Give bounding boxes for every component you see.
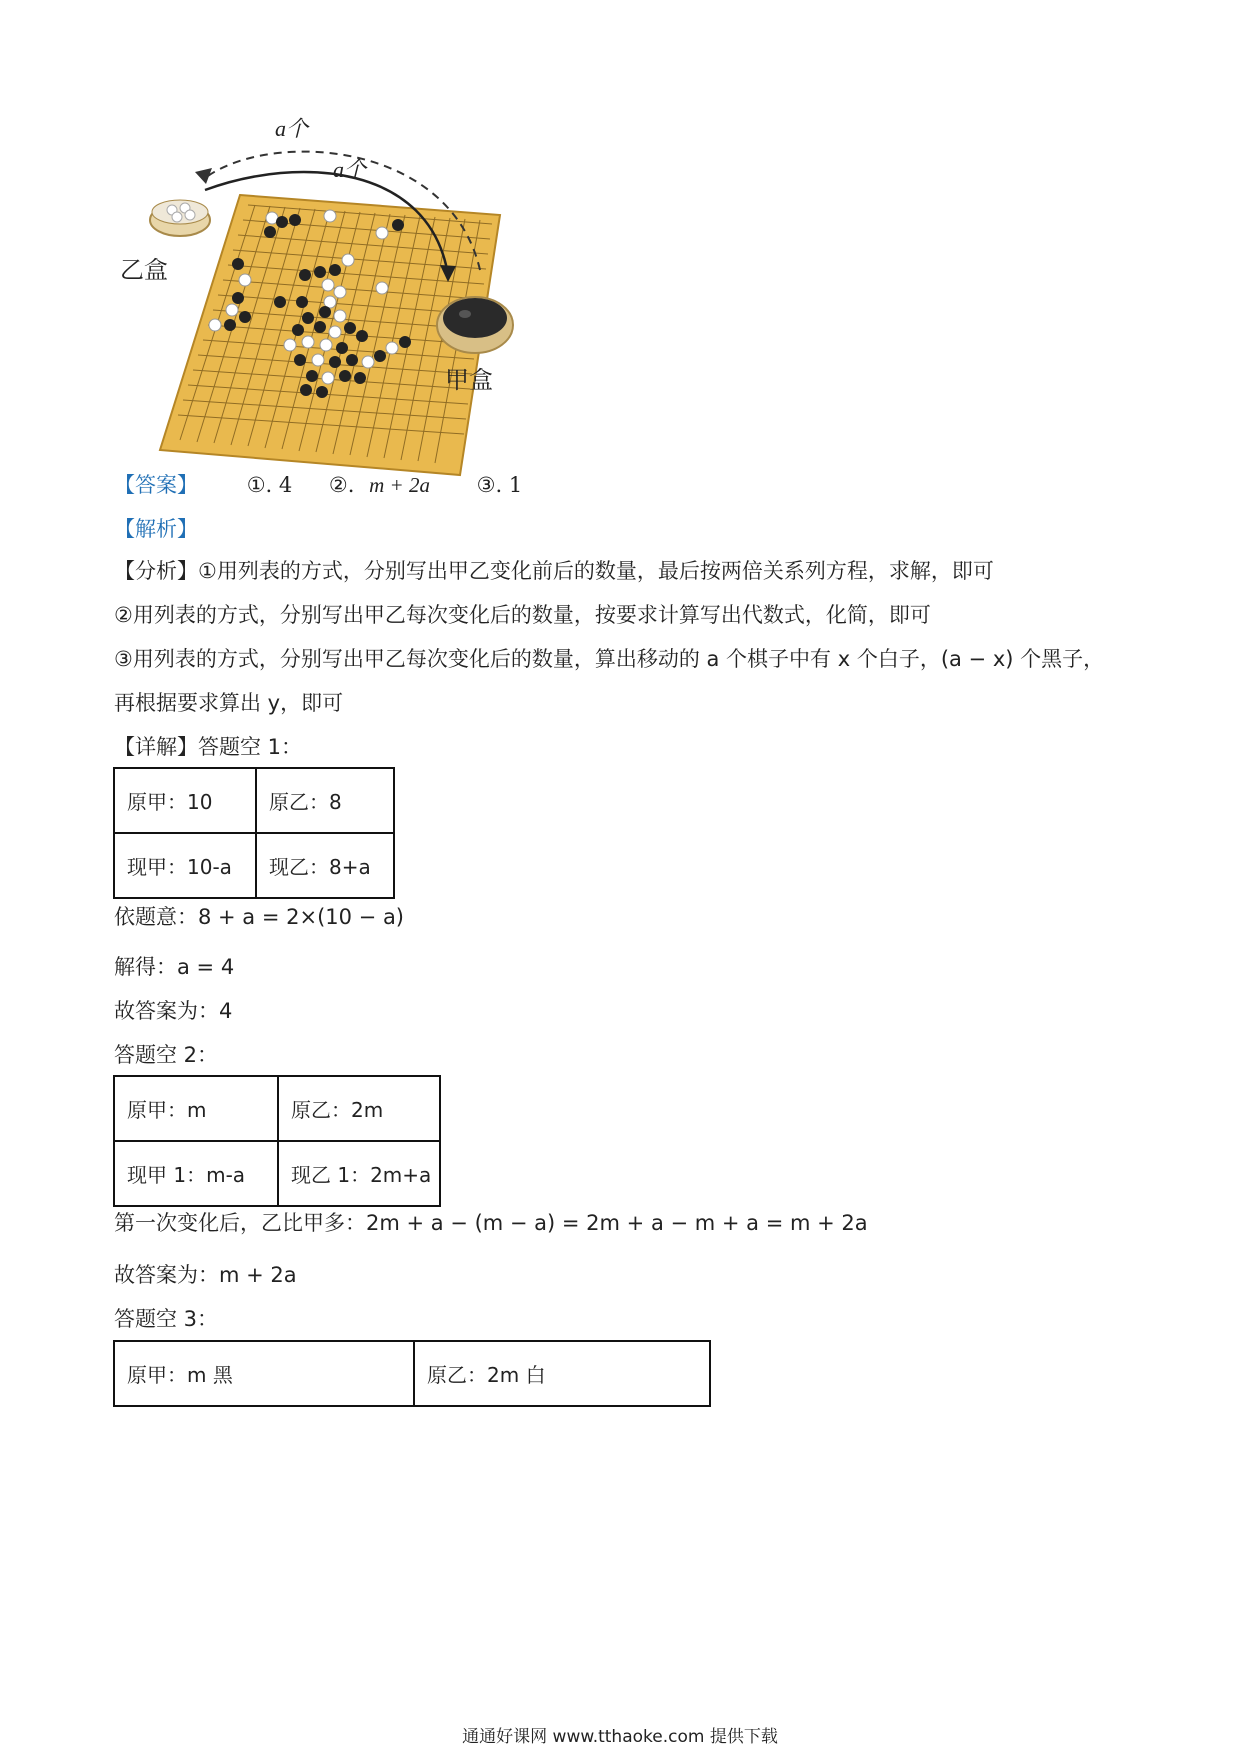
box-label-yi: 乙盒 bbox=[120, 256, 168, 284]
fenxi-line-2: ②用列表的方式，分别写出甲乙每次变化后的数量，按要求计算写出代数式，化简，即可 bbox=[114, 603, 931, 627]
table-cell: 原甲：10 bbox=[114, 768, 256, 833]
answer-1: 故答案为：4 bbox=[114, 999, 233, 1023]
arrow-label-inner: a个 bbox=[333, 157, 367, 182]
answer-item-3: ③. 1 bbox=[476, 473, 523, 497]
answer-2: 故答案为：m + 2a bbox=[114, 1263, 297, 1287]
equation-1: 依题意：8 + a = 2×(10 − a) bbox=[114, 905, 405, 929]
answer-line bbox=[114, 470, 522, 500]
table-cell: 原甲：m 黑 bbox=[114, 1341, 414, 1406]
blank-2-label: 答题空 2： bbox=[114, 1043, 219, 1067]
box-yi bbox=[150, 200, 210, 236]
table-row bbox=[114, 1076, 440, 1141]
equation-2: 解得：a = 4 bbox=[114, 955, 235, 979]
table-row bbox=[114, 1141, 440, 1206]
arrow-label-outer: a个 bbox=[275, 116, 309, 141]
table-cell: 原乙：8 bbox=[256, 768, 394, 833]
table-cell: 现甲 1：m-a bbox=[114, 1141, 278, 1206]
fenxi-line-4: 再根据要求算出 y，即可 bbox=[114, 691, 344, 715]
table-cell: 现乙 1：2m+a bbox=[278, 1141, 440, 1206]
equation-3: 第一次变化后，乙比甲多：2m + a − (m − a) = 2m + a − m + a = m + 2a bbox=[114, 1211, 868, 1235]
table-row bbox=[114, 768, 394, 833]
box-jia bbox=[437, 297, 513, 353]
answer-item-2-prefix: ②. bbox=[328, 473, 355, 497]
table-cell: 现乙：8+a bbox=[256, 833, 394, 898]
analysis-label: 【解析】 bbox=[114, 517, 198, 541]
table-1 bbox=[113, 767, 395, 899]
table-3 bbox=[113, 1340, 711, 1407]
table-cell: 原甲：m bbox=[114, 1076, 278, 1141]
blank-3-label: 答题空 3： bbox=[114, 1307, 219, 1331]
fenxi-line-1: 【分析】①用列表的方式，分别写出甲乙变化前后的数量，最后按两倍关系列方程，求解，即可 bbox=[114, 559, 994, 583]
fenxi-line-3: ③用列表的方式，分别写出甲乙每次变化后的数量，算出移动的 a 个棋子中有 x 个白子，(a − x) 个黑子， bbox=[114, 647, 1105, 671]
table-cell: 原乙：2m bbox=[278, 1076, 440, 1141]
table-row bbox=[114, 1341, 710, 1406]
answer-label: 【答案】 bbox=[114, 473, 198, 497]
page-footer: 通通好课网 www.tthaoke.com 提供下载 bbox=[462, 1727, 778, 1747]
box-label-jia: 甲盒 bbox=[445, 366, 493, 394]
table-2 bbox=[113, 1075, 441, 1207]
table-cell: 现甲：10-a bbox=[114, 833, 256, 898]
detail-label: 【详解】答题空 1： bbox=[114, 735, 303, 759]
answer-item-1: ①. 4 bbox=[246, 473, 293, 497]
table-cell: 原乙：2m 白 bbox=[414, 1341, 710, 1406]
table-row bbox=[114, 833, 394, 898]
answer-item-2-math: m + 2a bbox=[369, 473, 430, 497]
